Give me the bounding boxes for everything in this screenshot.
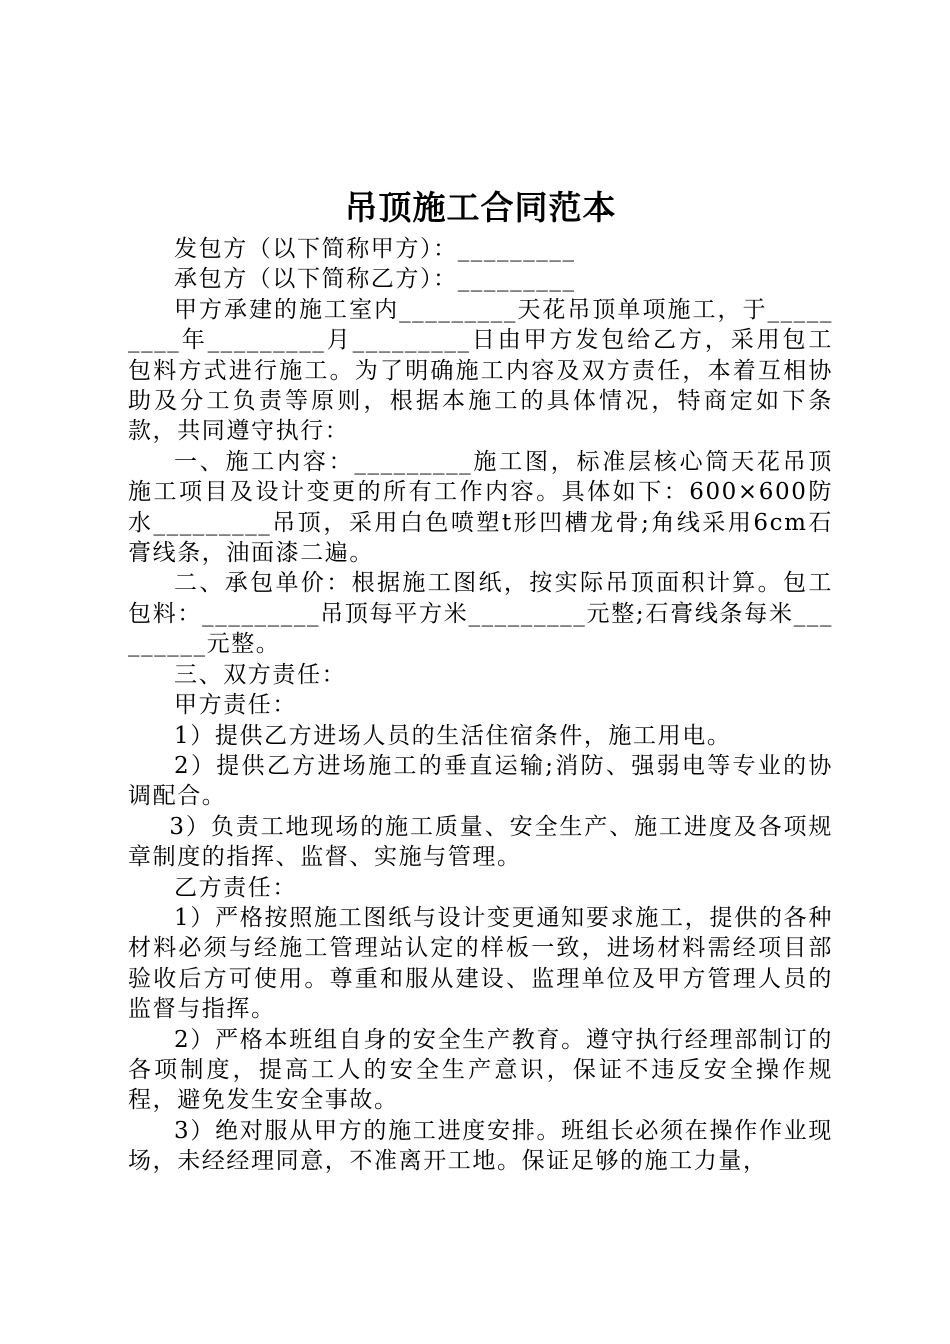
preamble-paragraph: 甲方承建的施工室内_________天花吊顶单项施工，于_________年_________月_________日由甲方发包给乙方，采用包工包料方式进行施工。为了明确施工内容及双方责任，本着互相协助及分工负责等原则，根据本施工的具体情况，特商定如下条款，共同遵守执行： xyxy=(128,296,833,445)
party-a-item-1: 1）提供乙方进场人员的生活住宿条件，施工用电。 xyxy=(174,722,732,749)
party-b-item-2: 2）严格本班组自身的安全生产教育。遵守执行经理部制订的各项制度，提高工人的安全生产意识，保证不违反安全操作规程，避免发生安全事故。 xyxy=(128,1026,833,1114)
contract-page xyxy=(128,186,833,1177)
party-b-responsibilities-heading: 乙方责任： xyxy=(174,874,297,901)
party-b-line: 承包方（以下简称乙方）：_________ xyxy=(174,266,576,293)
section-2-unit-price: 二、承包单价：根据施工图纸，按实际吊顶面积计算。包工包料：_________吊顶每平方米_________元整;石膏线条每米_________元整。 xyxy=(128,570,833,658)
section-3-heading: 三、双方责任： xyxy=(174,661,347,688)
section-1-construction-content: 一、施工内容：_________施工图，标准层核心筒天花吊顶施工项目及设计变更的所有工作内容。具体如下：600×600防水_________吊顶，采用白色喷塑t形凹槽龙骨;角线采用6cm石膏线条，油面漆二遍。 xyxy=(128,448,833,567)
party-a-responsibilities-heading: 甲方责任： xyxy=(174,692,297,719)
party-a-item-3: 3）负责工地现场的施工质量、安全生产、施工进度及各项规章制度的指挥、监督、实施与管理。 xyxy=(128,813,833,871)
party-b-item-3: 3）绝对服从甲方的施工进度安排。班组长必须在操作作业现场，未经经理同意，不准离开工地。保证足够的施工力量， xyxy=(128,1117,833,1175)
party-a-line: 发包方（以下简称甲方）：_________ xyxy=(174,236,576,262)
party-b-item-1: 1）严格按照施工图纸与设计变更通知要求施工，提供的各种材料必须与经施工管理站认定的样板一致，进场材料需经项目部验收后方可使用。尊重和服从建设、监理单位及甲方管理人员的监督与指挥。 xyxy=(128,904,833,1023)
document-title: 吊顶施工合同范本 xyxy=(344,188,617,227)
party-a-item-2: 2）提供乙方进场施工的垂直运输;消防、强弱电等专业的协调配合。 xyxy=(128,752,833,810)
